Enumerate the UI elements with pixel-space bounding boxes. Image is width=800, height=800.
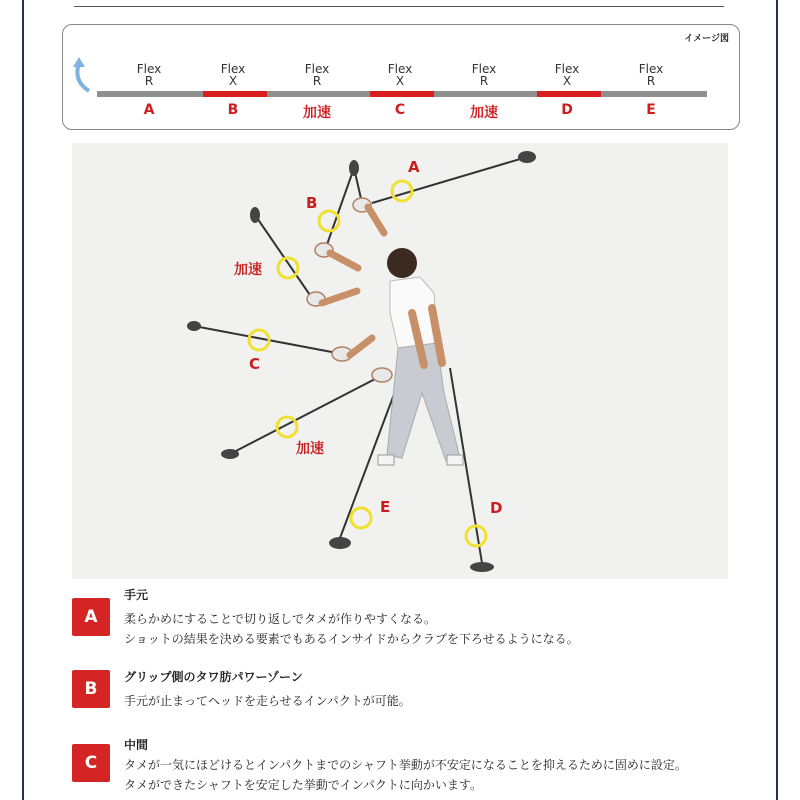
- badge-c: C: [72, 744, 110, 782]
- photo-label-b: B: [306, 194, 318, 212]
- photo-label-a: A: [408, 158, 420, 176]
- segment-label-a: A: [143, 102, 155, 118]
- description-title-b: グリップ側のタワ肪パワーゾーン: [124, 670, 303, 684]
- curved-arrow-icon: [69, 55, 99, 95]
- page-frame-left: [22, 0, 24, 800]
- photo-label-accel-2: 加速: [296, 441, 324, 457]
- description-title-a: 手元: [124, 588, 149, 602]
- description-title-c: 中間: [124, 738, 149, 752]
- top-divider: [74, 6, 724, 7]
- photo-label-d: D: [490, 499, 503, 517]
- flex-label-5: Flex R: [471, 62, 497, 88]
- flex-label-4: Flex X: [387, 62, 413, 88]
- image-note: イメージ図: [684, 34, 729, 44]
- segment-label-c: C: [394, 102, 406, 118]
- photo-label-e: E: [380, 498, 391, 516]
- description-line-a-2: ショットの結果を決める要素でもあるインサイドからクラブを下ろせるようになる。: [124, 632, 579, 646]
- segment-label-b: B: [227, 102, 239, 118]
- description-line-a-1: 柔らかめにすることで切り返しでタメが作りやすくなる。: [124, 612, 437, 626]
- flex-label-7: Flex R: [638, 62, 664, 88]
- description-item-a: [72, 586, 752, 648]
- segment-label-accel-2: 加速: [470, 105, 498, 121]
- photo-label-c: C: [249, 355, 261, 373]
- shaft-stiff-section-d: [537, 91, 601, 97]
- segment-label-accel-1: 加速: [303, 105, 331, 121]
- shaft-stiff-section-c: [370, 91, 434, 97]
- description-item-c: [72, 736, 752, 798]
- shaft-stiff-section-b: [203, 91, 267, 97]
- badge-b: B: [72, 670, 110, 708]
- flex-label-1: Flex R: [136, 62, 162, 88]
- description-line-b-1: 手元が止まってヘッドを走らせるインパクトが可能。: [124, 694, 411, 708]
- shaft-schematic: [62, 24, 740, 130]
- swing-sequence-illustration: [72, 143, 728, 579]
- photo-label-accel-1: 加速: [234, 262, 262, 278]
- segment-label-d: D: [561, 102, 573, 118]
- description-line-c-1: タメが一気にほどけるとインパクトまでのシャフト挙動が不安定になることを抑えるために固めに設定。: [124, 758, 687, 772]
- badge-a: A: [72, 598, 110, 636]
- page-frame-right: [776, 0, 778, 800]
- flex-label-3: Flex R: [304, 62, 330, 88]
- segment-label-e: E: [646, 102, 656, 118]
- description-line-c-2: タメができたシャフトを安定した挙動でインパクトに向かいます。: [124, 778, 482, 792]
- description-item-b: [72, 668, 752, 718]
- flex-label-6: Flex X: [554, 62, 580, 88]
- flex-label-2: Flex X: [220, 62, 246, 88]
